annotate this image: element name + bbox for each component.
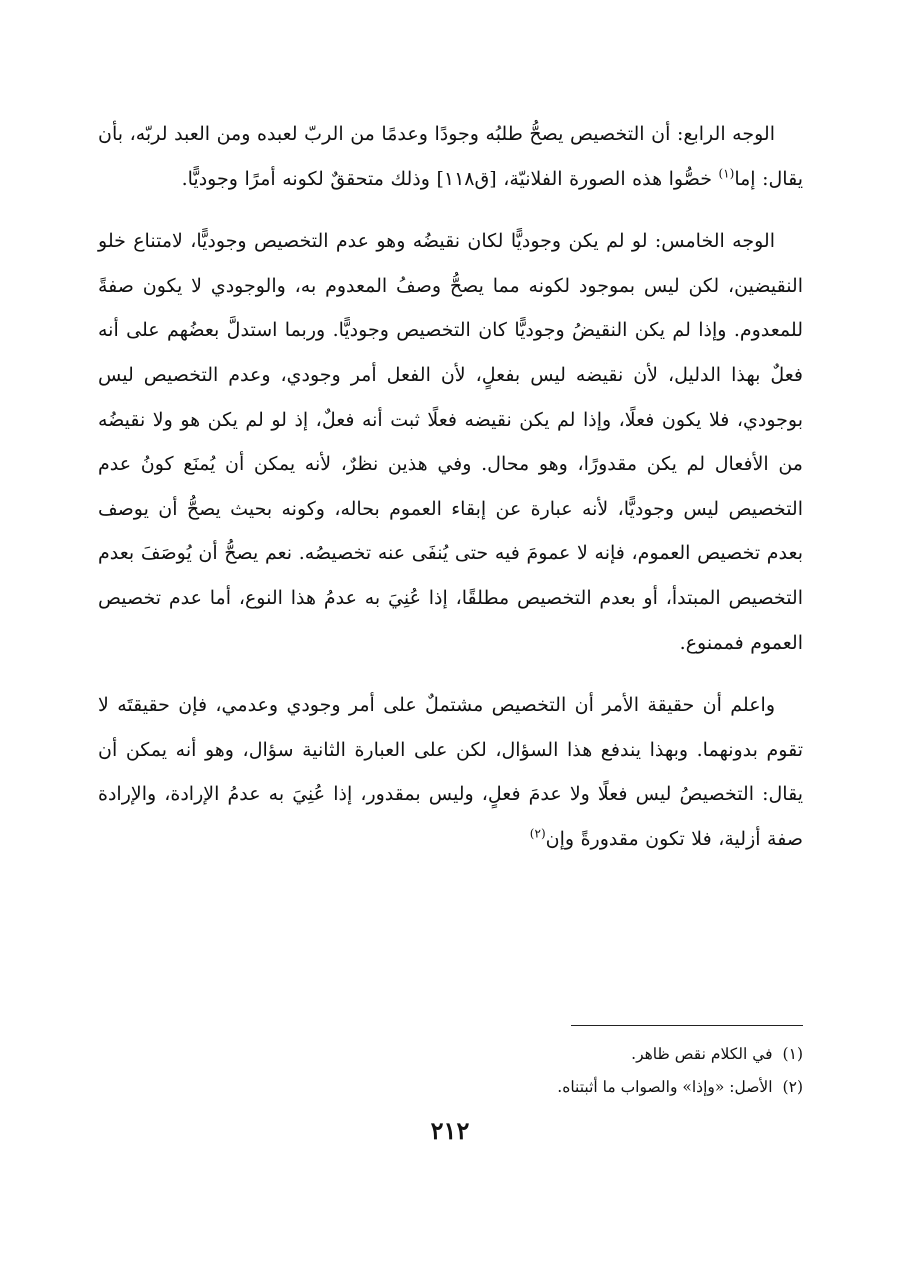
footnote-number: (٢) [782, 1078, 803, 1096]
paragraph-text: الوجه الخامس: لو لم يكن وجوديًّا لكان نقيضُه وهو عدم التخصيص وجوديًّا، لامتناع خلو النقيضين، لكن ليس بموجود لكونه مما يصحُّ وصفُ المعدوم به، والوجودي لا يكون صفةً للمعدوم. وإذا لم يكن النقيضُ وجوديًّا كان التخصيص وجوديًّا. وربما استدلَّ بعضُهم على أنه فعلٌ بهذا الدليل، لأن نقيضه ليس بفعلٍ، لأن الفعل أمر وجودي، وعدم التخصيص ليس بوجودي، فلا يكون فعلًا، وإذا لم يكن نقيضه فعلًا ثبت أنه فعلٌ، إذ لو لم يكن هو ولا نقيضُه من الأفعال لم يكن مقدورًا، وهو محال. وفي هذين نظرٌ، لأنه يمكن أن يُمنَع كونُ عدم التخصيص ليس وجوديًّا، لأنه عبارة عن إبقاء العموم بحاله، وكونه بحيث يصحُّ أن يوصف بعدم تخصيص العموم، فإنه لا عمومَ فيه حتى يُنفَى عنه تخصيصُه. نعم يصحُّ أن يُوصَفَ بعدم التخصيص المبتدأ، أو بعدم التخصيص مطلقًا، إذا عُنِيَ به عدمُ هذا النوع، أما عدم تخصيص العموم فممنوع. [98, 230, 803, 654]
footnote-text: الأصل: «وإذا» والصواب ما أثبتناه. [557, 1078, 773, 1096]
footnotes [98, 1038, 803, 1104]
footnote-separator [571, 1025, 803, 1026]
footnote-text: في الكلام نقص ظاهر. [631, 1045, 773, 1063]
footnote-number: (١) [782, 1045, 803, 1063]
paragraph-text-continued: خصُّوا هذه الصورة الفلانيّة، [ق١١٨] وذلك متحققٌ لكونه أمرًا وجوديًّا. [181, 167, 719, 190]
footnote-ref-1: (١) [718, 166, 735, 181]
main-text [98, 112, 803, 880]
paragraph-fifth-aspect [98, 219, 803, 665]
footnote-ref-2: (٢) [529, 826, 546, 841]
paragraph-text: واعلم أن حقيقة الأمر أن التخصيص مشتملٌ على أمر وجودي وعدمي، فإن حقيقتَه لا تقوم بدونهما. وبهذا يندفع هذا السؤال، لكن على العبارة الثانية سؤال، وهو أنه يمكن أن يقال: التخصيصُ ليس فعلًا ولا عدمَ فعلٍ، وليس بمقدور، إذا عُنِيَ به عدمُ الإرادة، والإرادة صفة أزلية، فلا تكون مقدورةً وإن [98, 694, 803, 850]
paragraph-know-that [98, 683, 803, 861]
paragraph-text: الوجه الرابع: أن التخصيص يصحُّ طلبُه وجودًا وعدمًا من الربّ لعبده ومن العبد لربّه، بأن يقال: إما [98, 123, 803, 190]
page-number: ٢١٢ [430, 1116, 470, 1145]
paragraph-fourth-aspect [98, 112, 803, 201]
footnote-1 [98, 1038, 803, 1071]
footnote-2 [98, 1071, 803, 1104]
